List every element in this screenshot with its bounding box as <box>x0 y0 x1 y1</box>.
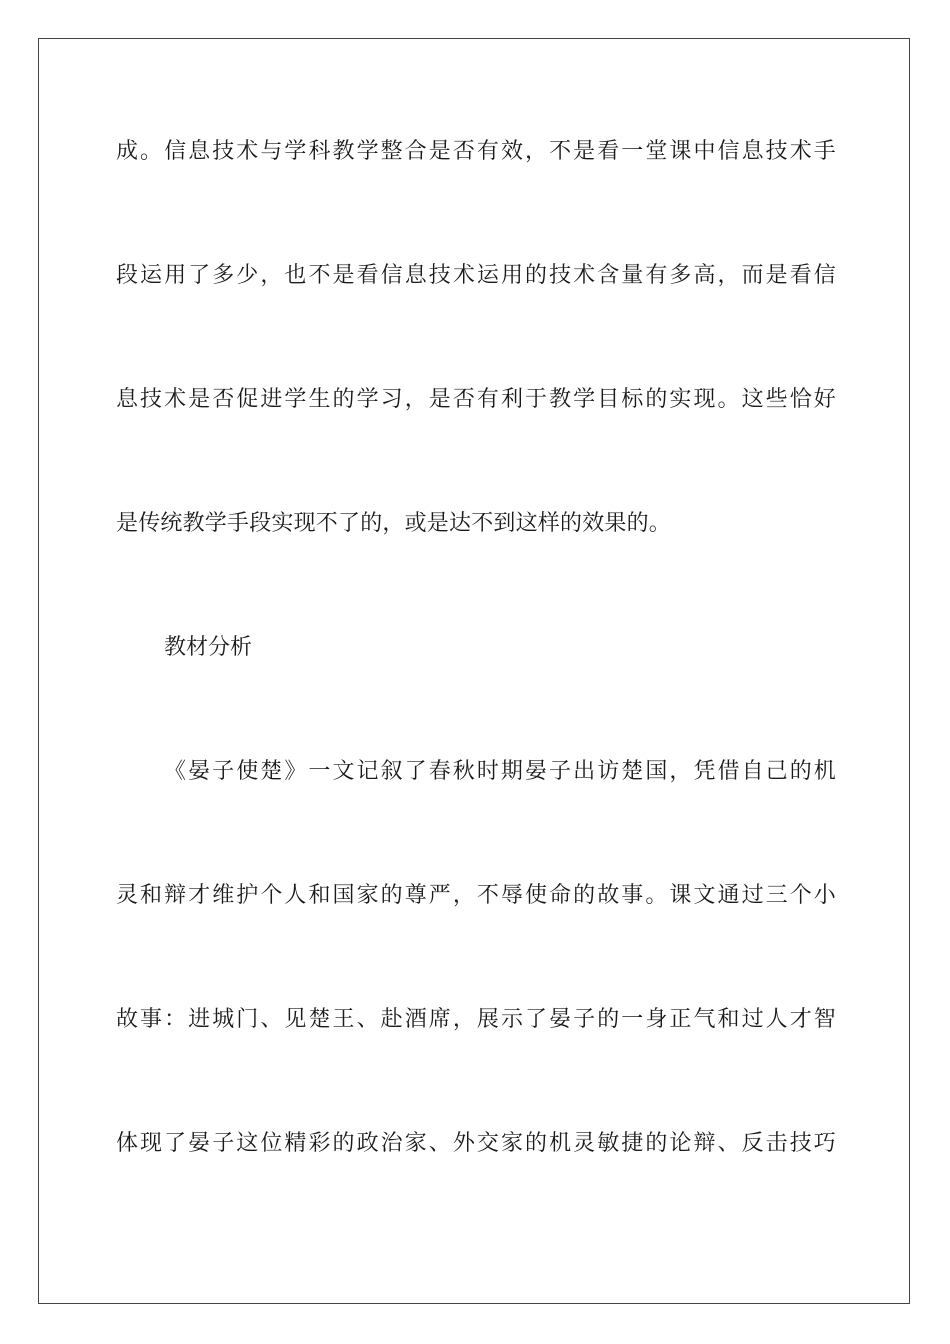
paragraph-line: 段运用了多少，也不是看信息技术运用的技术含量有多高，而是看信 <box>116 263 836 288</box>
paragraph-line: 灵和辩才维护个人和国家的尊严，不辱使命的故事。课文通过三个小 <box>116 883 836 908</box>
paragraph-line: 《晏子使楚》一文记叙了春秋时期晏子出访楚国，凭借自己的机 <box>164 759 836 784</box>
paragraph-line: 是传统教学手段实现不了的，或是达不到这样的效果的。 <box>116 511 672 536</box>
section-heading: 教材分析 <box>164 635 253 660</box>
paragraph-line: 体现了晏子这位精彩的政治家、外交家的机灵敏捷的论辩、反击技巧 <box>116 1131 836 1156</box>
paragraph-line: 故事：进城门、见楚王、赴酒席，展示了晏子的一身正气和过人才智 <box>116 1007 836 1032</box>
paragraph-line: 成。信息技术与学科教学整合是否有效，不是看一堂课中信息技术手 <box>116 139 836 164</box>
page-frame <box>38 38 910 1304</box>
paragraph-line: 息技术是否促进学生的学习，是否有利于教学目标的实现。这些恰好 <box>116 387 836 412</box>
